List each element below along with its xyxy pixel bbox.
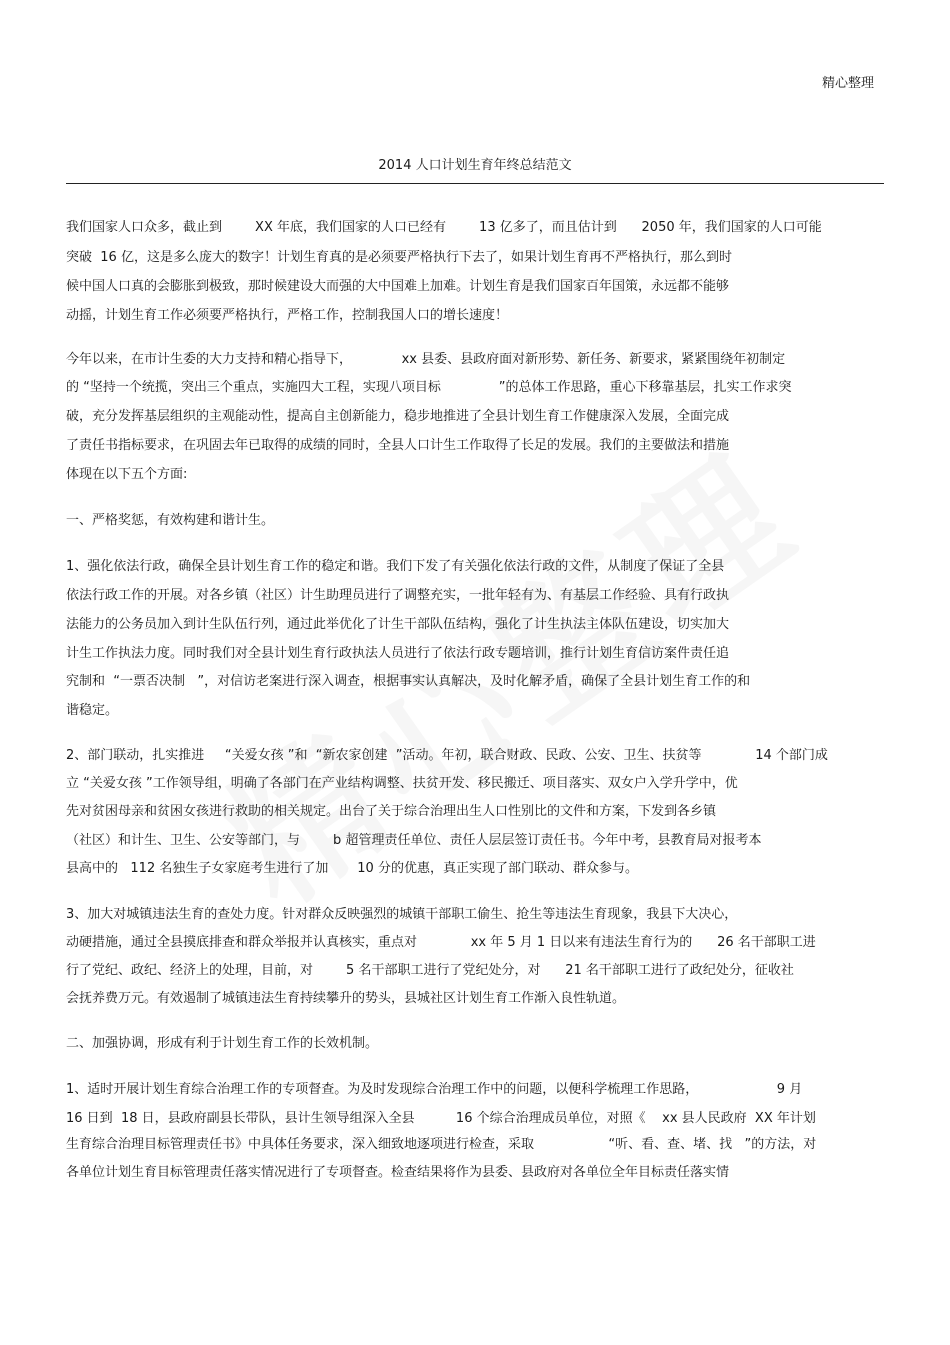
text-line: 先对贫困母亲和贫困女孩进行救助的相关规定。出台了关于综合治理出生人口性别比的文件和方案，下发到各乡镇 (66, 804, 717, 819)
text-line: 县高中的 112 名独生子女家庭考生进行了加 10 分的优惠，真正实现了部门联动、群众参与。 (66, 861, 638, 876)
text-line: 我们国家人口众多，截止到 XX 年底，我们国家的人口已经有 13 亿多了，而且估计到 2050 年，我们国家的人口可能 (66, 220, 822, 235)
text-line: 计生工作执法力度。同时我们对全县计划生育行政执法人员进行了依法行政专题培训，推行计划生育信访案件责任追 (66, 646, 730, 661)
text-line: 究制和 “一票否决制 ”，对信访老案进行深入调查，根据事实认真解决，及时化解矛盾，确保了全县计划生育工作的和 (66, 674, 751, 689)
header-note: 精心整理 (821, 76, 874, 91)
text-line: 今年以来，在市计生委的大力支持和精心指导下， xx 县委、县政府面对新形势、新任务、新要求，紧紧围绕年初制定 (66, 352, 786, 367)
text-line: 16 日到 18 日，县政府副县长带队，县计生领导组深入全县 16 个综合治理成员单位，对照《 xx 县人民政府 XX 年计划 (66, 1111, 816, 1126)
text-line: 依法行政工作的开展。对各乡镇（社区）计生助理员进行了调整充实，一批年轻有为、有基层工作经验、具有行政执 (66, 588, 730, 603)
text-line: 3、加大对城镇违法生育的查处力度。针对群众反映强烈的城镇干部职工偷生、抢生等违法生育现象，我县下大决心， (66, 907, 738, 922)
text-line: 1、强化依法行政，确保全县计划生育工作的稳定和谐。我们下发了有关强化依法行政的文件，从制度了保证了全县 (66, 559, 725, 574)
text-line: （社区）和计生、卫生、公安等部门，与 b 超管理责任单位、责任人层层签订责任书。今年中考，县教育局对报考本 (66, 833, 762, 848)
text-line: 会抚养费万元。有效遏制了城镇违法生育持续攀升的势头，县城社区计划生育工作渐入良性轨道。 (66, 991, 626, 1006)
text-line: 谐稳定。 (66, 703, 119, 718)
text-line: 行了党纪、政纪、经济上的处理，目前，对 5 名干部职工进行了党纪处分，对 21 名干部职工进行了政纪处分，征收社 (66, 963, 794, 978)
text-line: 1、适时开展计划生育综合治理工作的专项督查。为及时发现综合治理工作中的问题，以便科学梳理工作思路， 9 月 (66, 1082, 803, 1097)
text-line: 的 “坚持一个统揽，突出三个重点，实施四大工程，实现八项目标 ”的总体工作思路，重心下移靠基层，扎实工作求突 (66, 380, 792, 395)
text-line: 法能力的公务员加入到计生队伍行列，通过此举优化了计生干部队伍结构，强化了计生执法主体队伍建设，切实加大 (66, 617, 730, 632)
text-line: 动硬措施，通过全县摸底排查和群众举报并认真核实，重点对 xx 年 5 月 1 日以来有违法生育行为的 26 名干部职工进 (66, 935, 816, 950)
text-line: 候中国人口真的会膨胀到极致，那时候建设大而强的大中国难上加难。计划生育是我们国家百年国策，永远都不能够 (66, 279, 730, 294)
text-line: 了责任书指标要求，在巩固去年已取得的成绩的同时，全县人口计生工作取得了长足的发展。我们的主要做法和措施 (66, 438, 730, 453)
section-heading: 二、加强协调，形成有利于计划生育工作的长效机制。 (66, 1036, 379, 1051)
text-line: 生育综合治理目标管理责任书》中具体任务要求，深入细致地逐项进行检查，采取 “听、看、查、堵、找 ”的方法，对 (66, 1137, 817, 1152)
text-line: 突破 16 亿，这是多么庞大的数字！计划生育真的是必须要严格执行下去了，如果计划生育再不严格执行，那么到时 (66, 250, 732, 265)
text-line: 各单位计划生育目标管理责任落实情况进行了专项督查。检查结果将作为县委、县政府对各单位全年目标责任落实情 (66, 1165, 730, 1180)
text-line: 体现在以下五个方面: (66, 467, 188, 482)
text-line: 立 “关爱女孩 ”工作领导组，明确了各部门在产业结构调整、扶贫开发、移民搬迁、项目落实、双女户入学升学中，优 (66, 776, 738, 791)
section-heading: 一、严格奖惩，有效构建和谐计生。 (66, 513, 275, 528)
title-divider (66, 183, 884, 184)
text-line: 2、部门联动，扎实推进 “关爱女孩 ”和 “新农家创建 ”活动。年初，联合财政、民政、公安、卫生、扶贫等 14 个部门成 (66, 748, 828, 763)
text-line: 破，充分发挥基层组织的主观能动性，提高自主创新能力，稳步地推进了全县计划生育工作健康深入发展，全面完成 (66, 409, 730, 424)
text-line: 动摇，计划生育工作必须要严格执行，严格工作，控制我国人口的增长速度！ (66, 308, 509, 323)
document-title: 2014 人口计划生育年终总结范文 (378, 158, 572, 173)
